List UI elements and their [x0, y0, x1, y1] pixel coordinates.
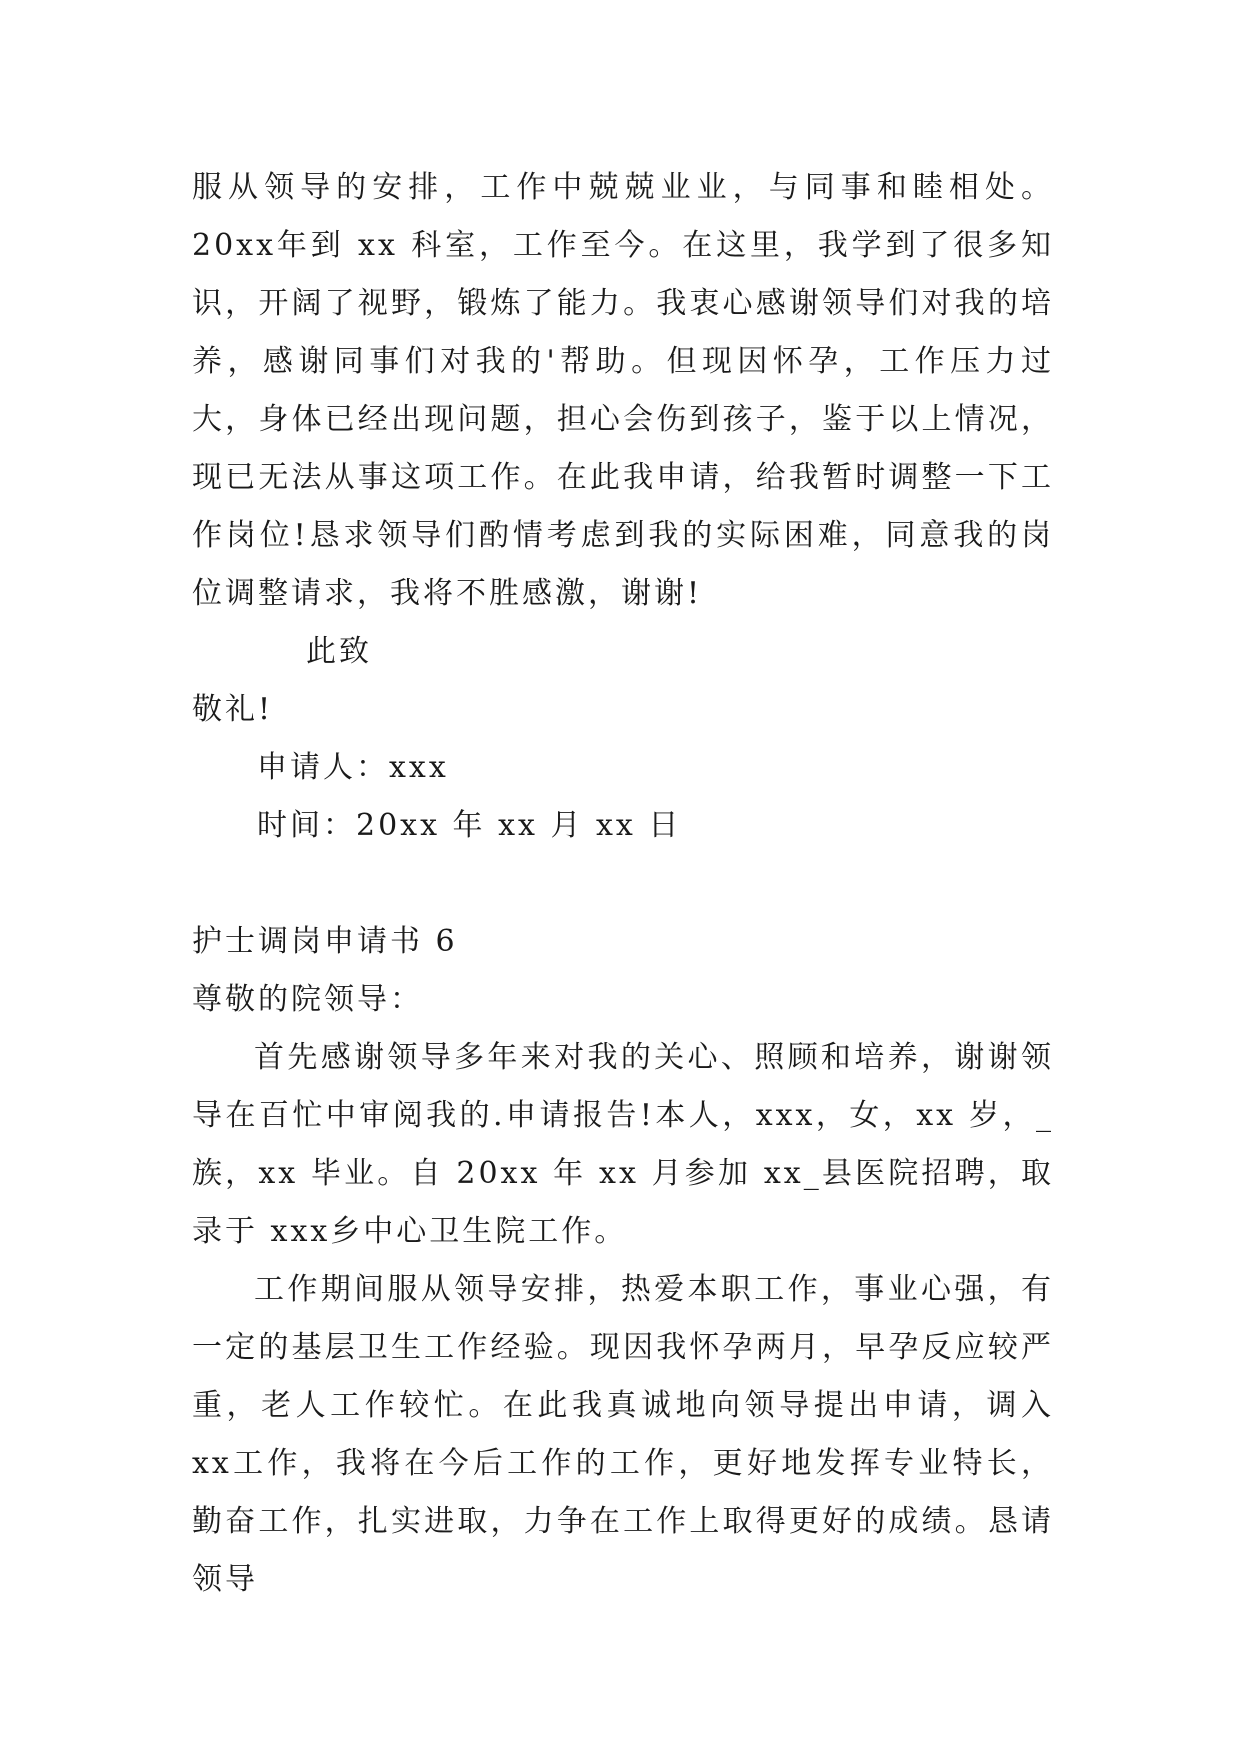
closing-cizhi: 此致: [306, 634, 372, 669]
application-date: 时间：20xx 年 xx 月 xx 日: [257, 808, 682, 843]
body-paragraph-intro: 首先感谢领导多年来对我的关心、照顾和培养，谢谢领导在百忙中审阅我的.申请报告!本人，xxx，女，xx 岁，_族，xx 毕业。自 20xx 年 xx 月参加 xx_县医院招聘，取录于 xxx乡中心卫生院工作。: [192, 1040, 1054, 1249]
section-title: 护士调岗申请书 6: [192, 924, 458, 959]
applicant-signature: 申请人：xxx: [257, 750, 449, 785]
closing-jingli: 敬礼!: [192, 692, 274, 727]
body-paragraph-continuation: 服从领导的安排，工作中兢兢业业，与同事和睦相处。20xx年到 xx 科室，工作至今。在这里，我学到了很多知识，开阔了视野，锻炼了能力。我衷心感谢领导们对我的培养，感谢同事们对我的'帮助。但现因怀孕，工作压力过大，身体已经出现问题，担心会伤到孩子，鉴于以上情况，现已无法从事这项工作。在此我申请，给我暂时调整一下工作岗位!恳求领导们酌情考虑到我的实际困难，同意我的岗位调整请求，我将不胜感激，谢谢!: [192, 170, 1054, 611]
body-paragraph-work: 工作期间服从领导安排，热爱本职工作，事业心强，有一定的基层卫生工作经验。现因我怀孕两月，早孕反应较严重，老人工作较忙。在此我真诚地向领导提出申请，调入 xx工作，我将在今后工作的工作，更好地发挥专业特长，勤奋工作，扎实进取，力争在工作上取得更好的成绩。恳请领导: [192, 1272, 1054, 1597]
salutation: 尊敬的院领导：: [192, 982, 423, 1017]
